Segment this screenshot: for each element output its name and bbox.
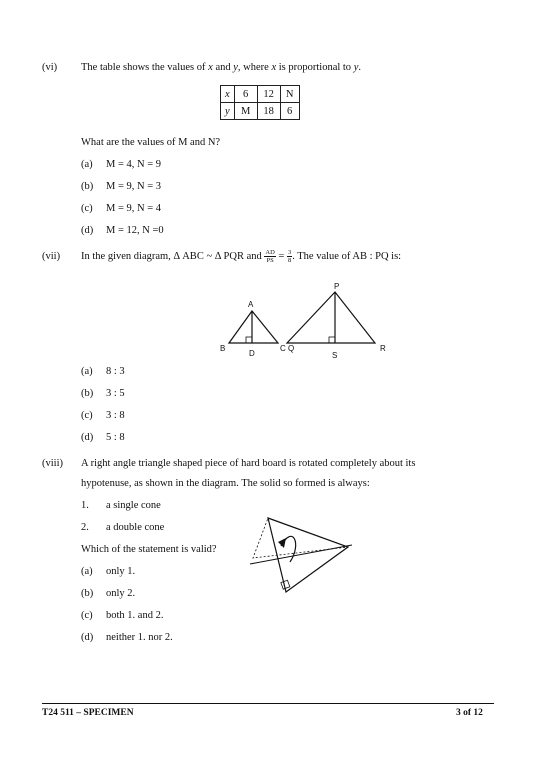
label-p: P	[334, 282, 340, 291]
statement-number: 1.	[81, 500, 89, 511]
question-vi-ask: What are the values of M and N?	[81, 137, 221, 148]
label-r: R	[380, 344, 386, 353]
question-number-vii: (vii)	[42, 251, 61, 262]
triangle-abc	[229, 311, 278, 343]
table-cell: x	[221, 86, 235, 103]
option-text: 3 : 5	[106, 388, 125, 399]
question-number-vi: (vi)	[42, 62, 58, 73]
label-d: D	[249, 349, 255, 358]
statement-number: 2.	[81, 522, 89, 533]
table-row-y	[221, 103, 300, 120]
footer-page-number: 3 of 12	[456, 708, 483, 718]
similar-triangles-diagram	[215, 280, 395, 360]
table-cell: 6	[280, 103, 299, 120]
question-viii-line-2: hypotenuse, as shown in the diagram. The solid so formed is always:	[81, 478, 370, 489]
option-text: M = 9, N = 3	[106, 181, 162, 192]
option-text: only 2.	[106, 588, 136, 599]
table-cell: 6	[234, 86, 257, 103]
option-label: (b)	[81, 388, 94, 399]
question-vi-stem: The table shows the values of x and y, where x is proportional to y.	[81, 62, 361, 73]
option-label: (b)	[81, 181, 94, 192]
arrow-head-icon	[278, 538, 286, 548]
option-text: M = 12, N =0	[106, 225, 164, 236]
label-s: S	[332, 351, 338, 360]
option-text: only 1.	[106, 566, 136, 577]
option-label: (c)	[81, 203, 93, 214]
option-text: 3 : 8	[106, 410, 125, 421]
statement-text: a single cone	[106, 500, 161, 511]
option-text: 8 : 3	[106, 366, 125, 377]
question-vii-stem: In the given diagram, Δ ABC ~ Δ PQR and $\frac{AD}{PS}$ = $\frac{3}{8}$ . The value of AB : PQ is:	[81, 249, 402, 264]
fraction-3-8: $\frac{3}{8}$	[287, 249, 292, 264]
footer-divider	[42, 703, 494, 704]
right-angle-mark	[329, 337, 335, 343]
label-a: A	[248, 300, 254, 309]
table-cell: 18	[257, 103, 280, 120]
statement-text: a double cone	[106, 522, 165, 533]
label-q: Q	[288, 344, 295, 353]
option-text: M = 4, N = 9	[106, 159, 162, 170]
label-c: C	[280, 344, 286, 353]
option-text: both 1. and 2.	[106, 610, 164, 621]
option-label: (d)	[81, 632, 94, 643]
triangle-pqr	[287, 292, 375, 343]
table-cell: 12	[257, 86, 280, 103]
footer-paper-code: T24 511 – SPECIMEN	[42, 708, 134, 718]
option-label: (d)	[81, 225, 94, 236]
table-cell: M	[234, 103, 257, 120]
question-number-viii: (viii)	[42, 458, 63, 469]
option-label: (b)	[81, 588, 94, 599]
option-label: (d)	[81, 432, 94, 443]
option-label: (a)	[81, 366, 93, 377]
question-viii-line-1: A right angle triangle shaped piece of hard board is rotated completely about its	[81, 458, 416, 469]
option-text: neither 1. nor 2.	[106, 632, 173, 643]
option-text: M = 9, N = 4	[106, 203, 162, 214]
label-b: B	[220, 344, 226, 353]
option-label: (c)	[81, 410, 93, 421]
question-viii-ask: Which of the statement is valid?	[81, 544, 217, 555]
rotating-triangle-diagram	[248, 510, 354, 596]
table-cell: y	[221, 103, 235, 120]
option-label: (a)	[81, 159, 93, 170]
option-text: 5 : 8	[106, 432, 125, 443]
table-cell: N	[280, 86, 299, 103]
table-row-x	[221, 86, 300, 103]
fraction-ad-ps: $\frac{AD}{PS}$	[265, 249, 275, 264]
option-label: (a)	[81, 566, 93, 577]
reflected-triangle-dashed	[253, 518, 348, 558]
option-label: (c)	[81, 610, 93, 621]
proportion-table	[220, 85, 300, 120]
right-angle-mark	[246, 337, 252, 343]
